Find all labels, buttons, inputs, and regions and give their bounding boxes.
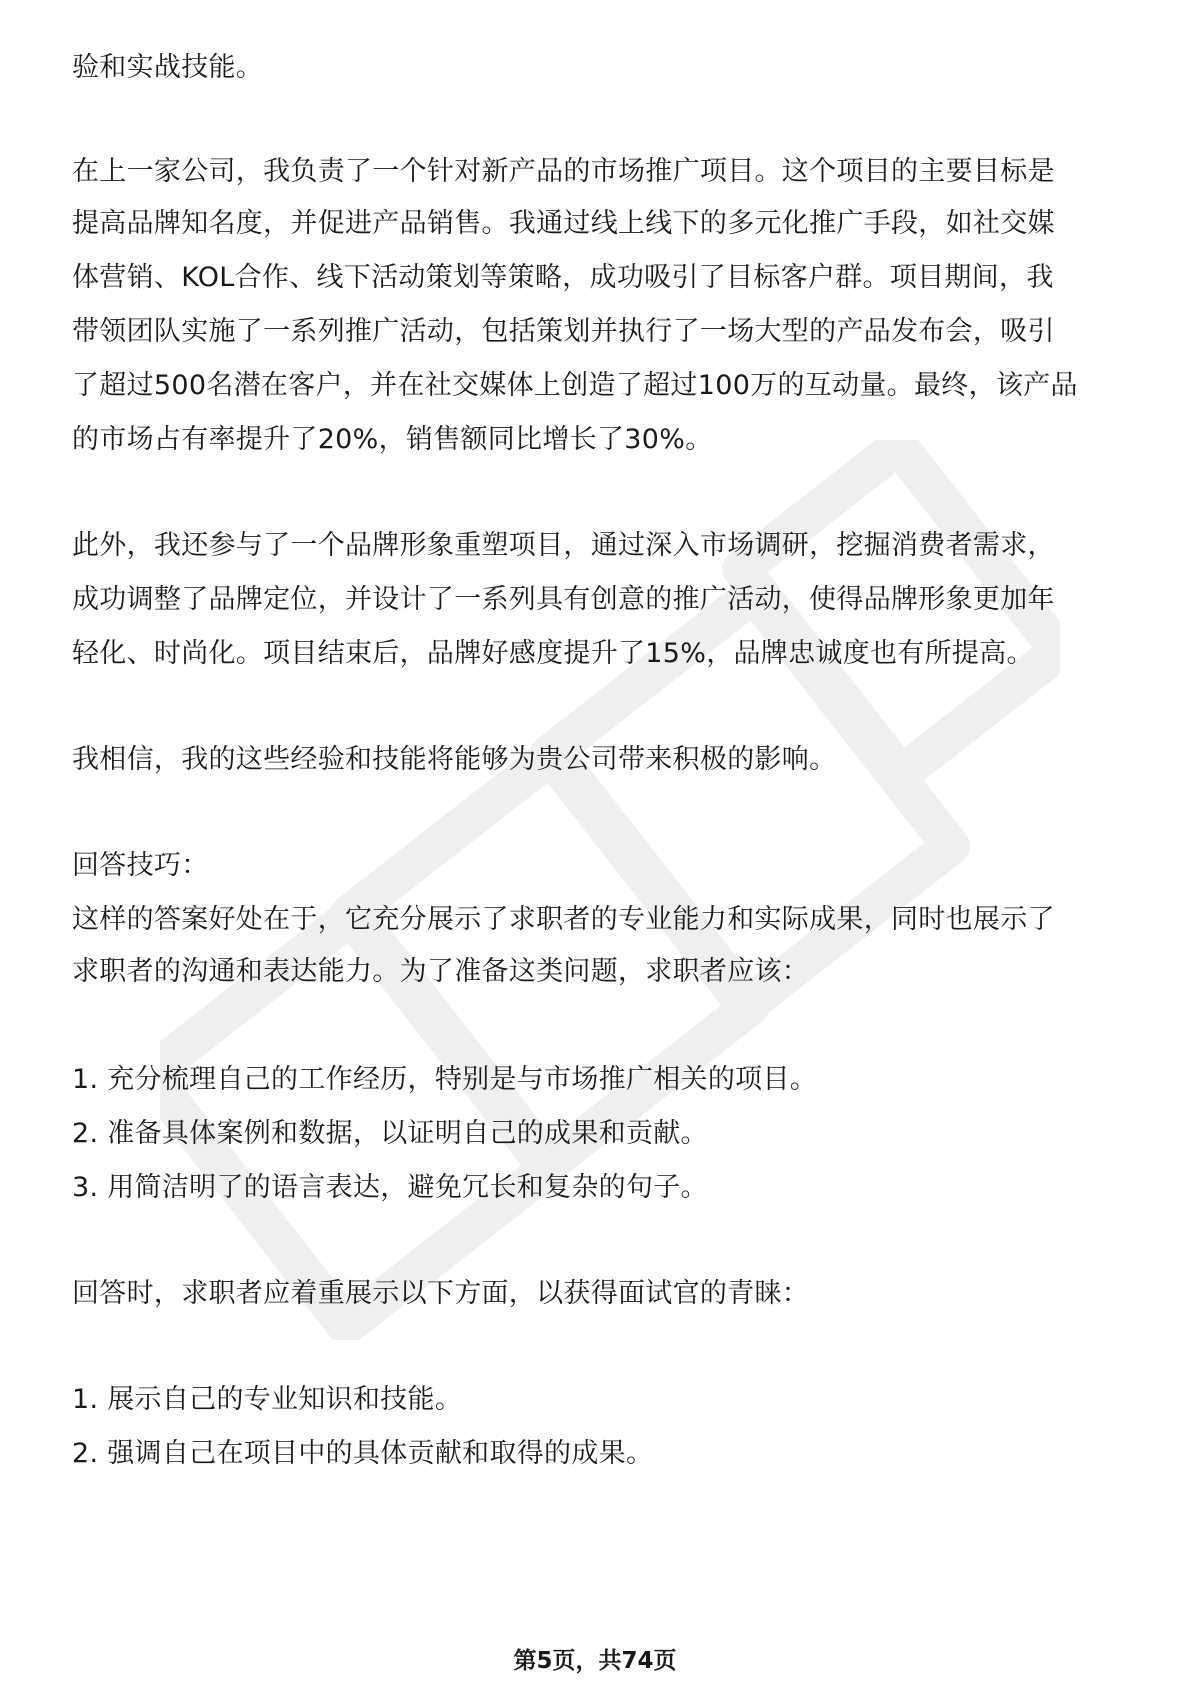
body-line: 提高品牌知名度，并促进产品销售。我通过线上线下的多元化推广手段，如社交媒 — [72, 208, 1055, 239]
body-line: 的市场占有率提升了20%，销售额同比增长了30%。 — [72, 424, 713, 455]
body-line: 这样的答案好处在于，它充分展示了求职者的专业能力和实际成果，同时也展示了 — [72, 904, 1055, 935]
page-number: 第5页，共74页 — [513, 1648, 677, 1674]
body-line: 我相信，我的这些经验和技能将能够为贵公司带来积极的影响。 — [72, 744, 837, 775]
body-line: 带领团队实施了一系列推广活动，包括策划并执行了一场大型的产品发布会，吸引 — [72, 316, 1055, 347]
body-line: 成功调整了品牌定位，并设计了一系列具有创意的推广活动，使得品牌形象更加年 — [72, 584, 1055, 615]
body-line: 体营销、KOL合作、线下活动策划等策略，成功吸引了目标客户群。项目期间，我 — [72, 262, 1054, 293]
body-line: 验和实战技能。 — [72, 52, 264, 83]
body-line: 求职者的沟通和表达能力。为了准备这类问题，求职者应该： — [72, 956, 810, 987]
section-heading: 回答技巧： — [72, 850, 209, 881]
body-line: 此外，我还参与了一个品牌形象重塑项目，通过深入市场调研，挖掘消费者需求， — [72, 530, 1055, 561]
body-line: 了超过500名潜在客户，并在社交媒体上创造了超过100万的互动量。最终，该产品 — [72, 370, 1078, 401]
list-item: 3. 用简洁明了的语言表达，避免冗长和复杂的句子。 — [72, 1172, 708, 1203]
list-item: 2. 强调自己在项目中的具体贡献和取得的成果。 — [72, 1438, 654, 1469]
body-line: 轻化、时尚化。项目结束后，品牌好感度提升了15%，品牌忠诚度也有所提高。 — [72, 638, 1034, 669]
body-line: 在上一家公司，我负责了一个针对新产品的市场推广项目。这个项目的主要目标是 — [72, 156, 1055, 187]
body-line: 回答时，求职者应着重展示以下方面，以获得面试官的青睐： — [72, 1278, 810, 1309]
list-item: 1. 充分梳理自己的工作经历，特别是与市场推广相关的项目。 — [72, 1064, 818, 1095]
list-item: 1. 展示自己的专业知识和技能。 — [72, 1384, 463, 1415]
list-item: 2. 准备具体案例和数据，以证明自己的成果和贡献。 — [72, 1118, 708, 1149]
